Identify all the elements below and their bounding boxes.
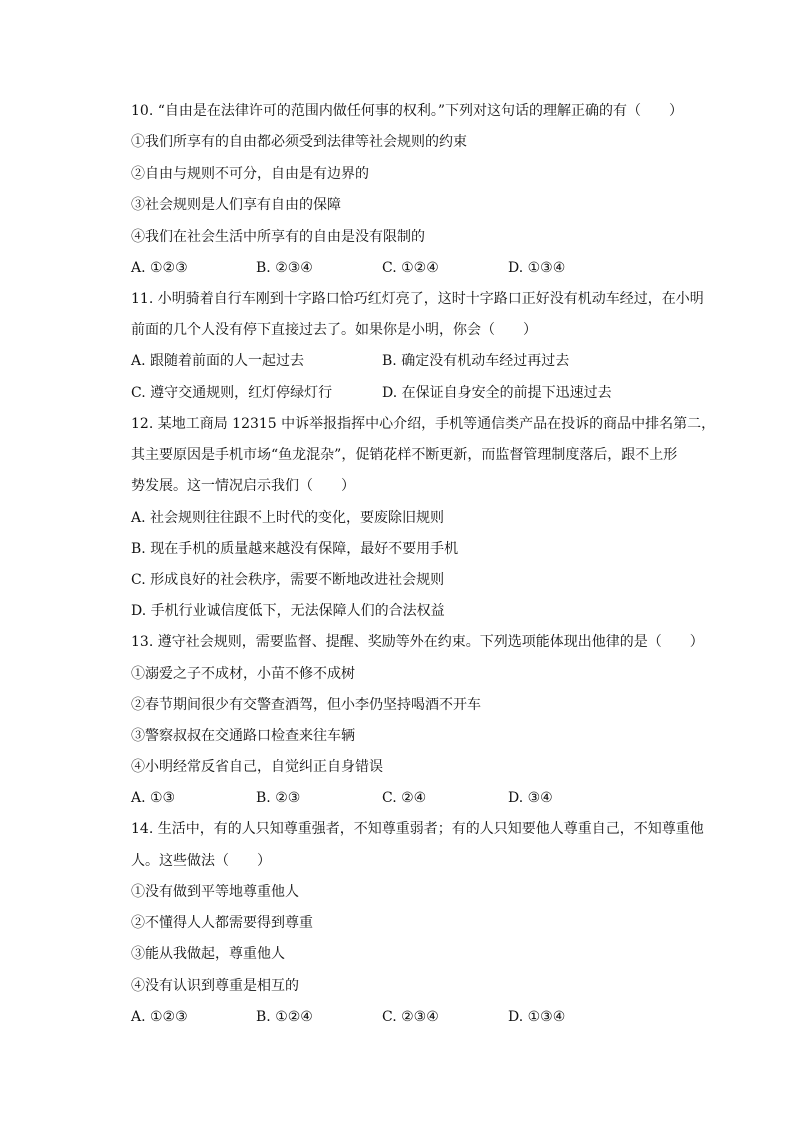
question-10-statement-3: ③社会规则是人们享有自由的保障 <box>131 197 341 213</box>
question-11-option-c[interactable]: C. 遵守交通规则，红灯停绿灯行 <box>131 385 333 401</box>
question-12-stem-line-3: 势发展。这一情况启示我们（ ） <box>131 478 355 494</box>
question-13-statement-3: ③警察叔叔在交通路口检查来往车辆 <box>131 728 355 744</box>
question-14-stem-line-1: 14. 生活中，有的人只知尊重强者，不知尊重弱者；有的人只知要他人尊重自己，不知尊重他 <box>131 821 704 837</box>
question-12-stem-line-2: 其主要原因是手机市场“鱼龙混杂”，促销花样不断更新，而监督管理制度落后，跟不上形 <box>131 447 678 463</box>
question-14-statement-2: ②不懂得人人都需要得到尊重 <box>131 915 313 931</box>
question-14-option-a[interactable]: A. ①②③ <box>131 1009 188 1025</box>
question-10-option-b[interactable]: B. ②③④ <box>256 260 313 276</box>
question-10-option-c[interactable]: C. ①②④ <box>382 260 439 276</box>
question-10-option-a[interactable]: A. ①②③ <box>131 260 188 276</box>
question-10-statement-1: ①我们所享有的自由都必须受到法律等社会规则的约束 <box>131 134 467 150</box>
question-13-option-c[interactable]: C. ②④ <box>382 790 427 806</box>
question-11-stem-line-1: 11. 小明骑着自行车刚到十字路口恰巧红灯亮了，这时十字路口正好没有机动车经过，在小明 <box>131 291 704 307</box>
question-13-statement-1: ①溺爱之子不成材，小苗不修不成树 <box>131 666 355 682</box>
question-11-stem-line-2: 前面的几个人没有停下直接过去了。如果你是小明，你会（ ） <box>131 322 537 338</box>
question-14-option-c[interactable]: C. ②③④ <box>382 1009 439 1025</box>
question-11-option-d[interactable]: D. 在保证自身安全的前提下迅速过去 <box>382 385 612 401</box>
question-14-option-b[interactable]: B. ①②④ <box>256 1009 313 1025</box>
question-10-statement-2: ②自由与规则不可分，自由是有边界的 <box>131 166 369 182</box>
question-13-option-d[interactable]: D. ③④ <box>508 790 553 806</box>
question-10-option-d[interactable]: D. ①③④ <box>508 260 566 276</box>
question-13-option-b[interactable]: B. ②③ <box>256 790 301 806</box>
question-12-stem-line-1: 12. 某地工商局 12315 中诉举报指挥中心介绍，手机等通信类产品在投诉的商品中排名第二， <box>131 416 716 432</box>
question-14-statement-4: ④没有认识到尊重是相互的 <box>131 978 299 994</box>
question-10-stem-line-1: 10. “自由是在法律许可的范围内做任何事的权利。”下列对这句话的理解正确的有（ ） <box>131 103 684 119</box>
question-12-option-b[interactable]: B. 现在手机的质量越来越没有保障，最好不要用手机 <box>131 541 459 557</box>
question-11-option-a[interactable]: A. 跟随着前面的人一起过去 <box>131 353 305 369</box>
question-12-option-a[interactable]: A. 社会规则往往跟不上时代的变化，要废除旧规则 <box>131 510 445 526</box>
question-14-statement-3: ③能从我做起，尊重他人 <box>131 946 285 962</box>
question-12-option-c[interactable]: C. 形成良好的社会秩序，需要不断地改进社会规则 <box>131 572 445 588</box>
question-13-statement-2: ②春节期间很少有交警查酒驾，但小李仍坚持喝酒不开车 <box>131 697 481 713</box>
question-14-stem-line-2: 人。这些做法（ ） <box>131 853 271 869</box>
question-13-statement-4: ④小明经常反省自己，自觉纠正自身错误 <box>131 759 383 775</box>
question-11-option-b[interactable]: B. 确定没有机动车经过再过去 <box>382 353 570 369</box>
question-13-stem-line-1: 13. 遵守社会规则，需要监督、提醒、奖励等外在约束。下列选项能体现出他律的是（ ） <box>131 634 704 650</box>
question-13-option-a[interactable]: A. ①③ <box>131 790 176 806</box>
question-10-statement-4: ④我们在社会生活中所享有的自由是没有限制的 <box>131 229 425 245</box>
question-14-statement-1: ①没有做到平等地尊重他人 <box>131 884 299 900</box>
question-12-option-d[interactable]: D. 手机行业诚信度低下，无法保障人们的合法权益 <box>131 603 445 619</box>
question-14-option-d[interactable]: D. ①③④ <box>508 1009 566 1025</box>
